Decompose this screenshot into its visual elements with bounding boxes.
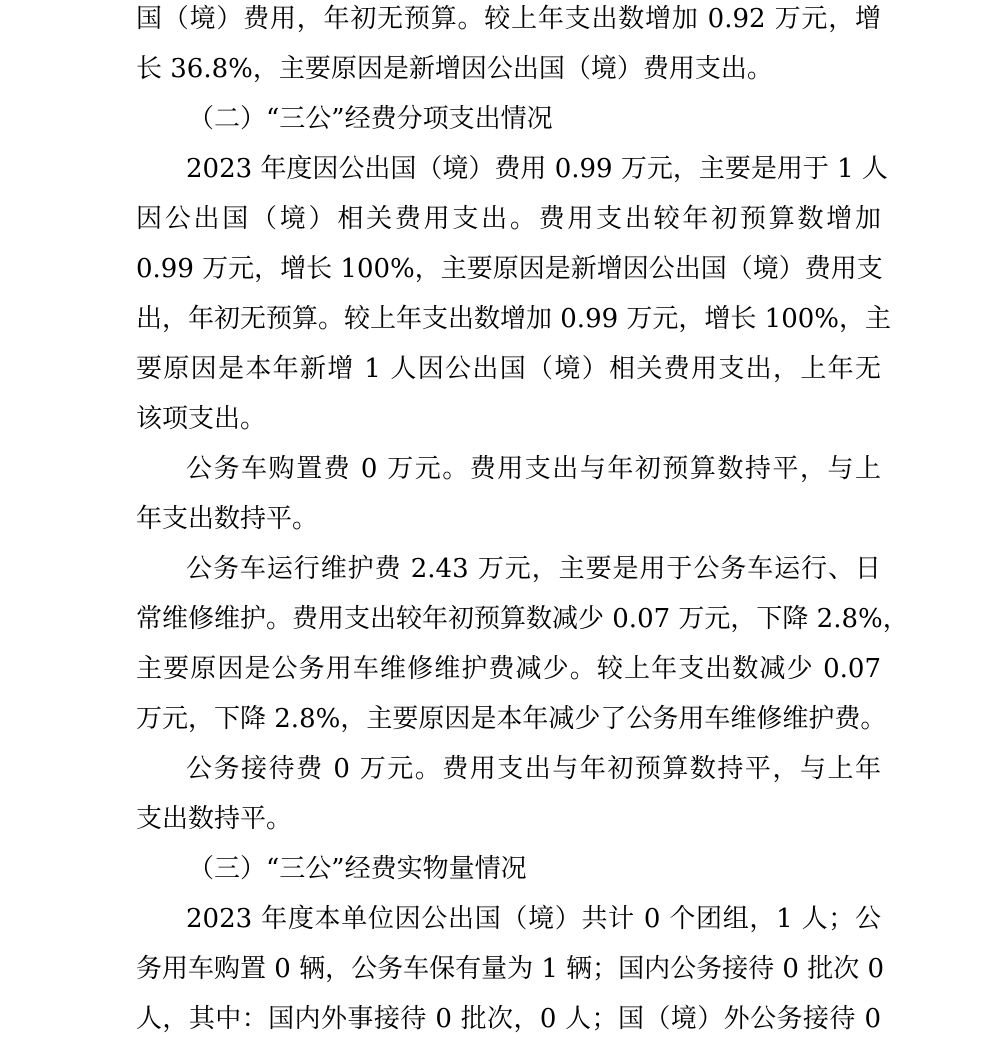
section-heading: （二）“三公”经费分项支出情况 — [188, 104, 553, 134]
paragraph-line: 支出数持平。 — [136, 804, 293, 834]
paragraph-line: 出，年初无预算。较上年支出数增加 0.99 万元，增长 100%，主 — [136, 304, 892, 334]
paragraph-line: 公务接待费 0 万元。费用支出与年初预算数持平，与上年 — [186, 754, 881, 784]
paragraph-line: 人，其中：国内外事接待 0 批次，0 人；国（境）外公务接待 0 — [136, 1004, 881, 1034]
paragraph-line: 0.99 万元，增长 100%，主要原因是新增因公出国（境）费用支 — [136, 254, 883, 284]
paragraph-line: 因公出国（境）相关费用支出。费用支出较年初预算数增加 — [136, 204, 881, 234]
section-heading: （三）“三公”经费实物量情况 — [188, 854, 527, 884]
paragraph-line: 常维修维护。费用支出较年初预算数减少 0.07 万元，下降 2.8%， — [136, 604, 909, 634]
paragraph-line: 年支出数持平。 — [136, 504, 319, 534]
paragraph-line: 主要原因是公务用车维修维护费减少。较上年支出数减少 0.07 — [136, 654, 881, 684]
paragraph-line: 该项支出。 — [136, 404, 267, 434]
paragraph-line: 万元，下降 2.8%，主要原因是本年减少了公务用车维修维护费。 — [136, 704, 887, 734]
paragraph-line: 2023 年度本单位因公出国（境）共计 0 个团组，1 人；公 — [186, 904, 881, 934]
paragraph-line: 长 36.8%，主要原因是新增因公出国（境）费用支出。 — [136, 54, 773, 84]
paragraph-line: 要原因是本年新增 1 人因公出国（境）相关费用支出，上年无 — [136, 354, 881, 384]
paragraph-line: 公务车购置费 0 万元。费用支出与年初预算数持平，与上 — [186, 454, 881, 484]
paragraph-line: 务用车购置 0 辆，公务车保有量为 1 辆；国内公务接待 0 批次 0 — [136, 954, 885, 984]
paragraph-line: 国（境）费用，年初无预算。较上年支出数增加 0.92 万元，增 — [136, 4, 881, 34]
paragraph-line: 2023 年度因公出国（境）费用 0.99 万元，主要是用于 1 人 — [186, 154, 888, 184]
paragraph-line: 公务车运行维护费 2.43 万元，主要是用于公务车运行、日 — [186, 554, 881, 584]
